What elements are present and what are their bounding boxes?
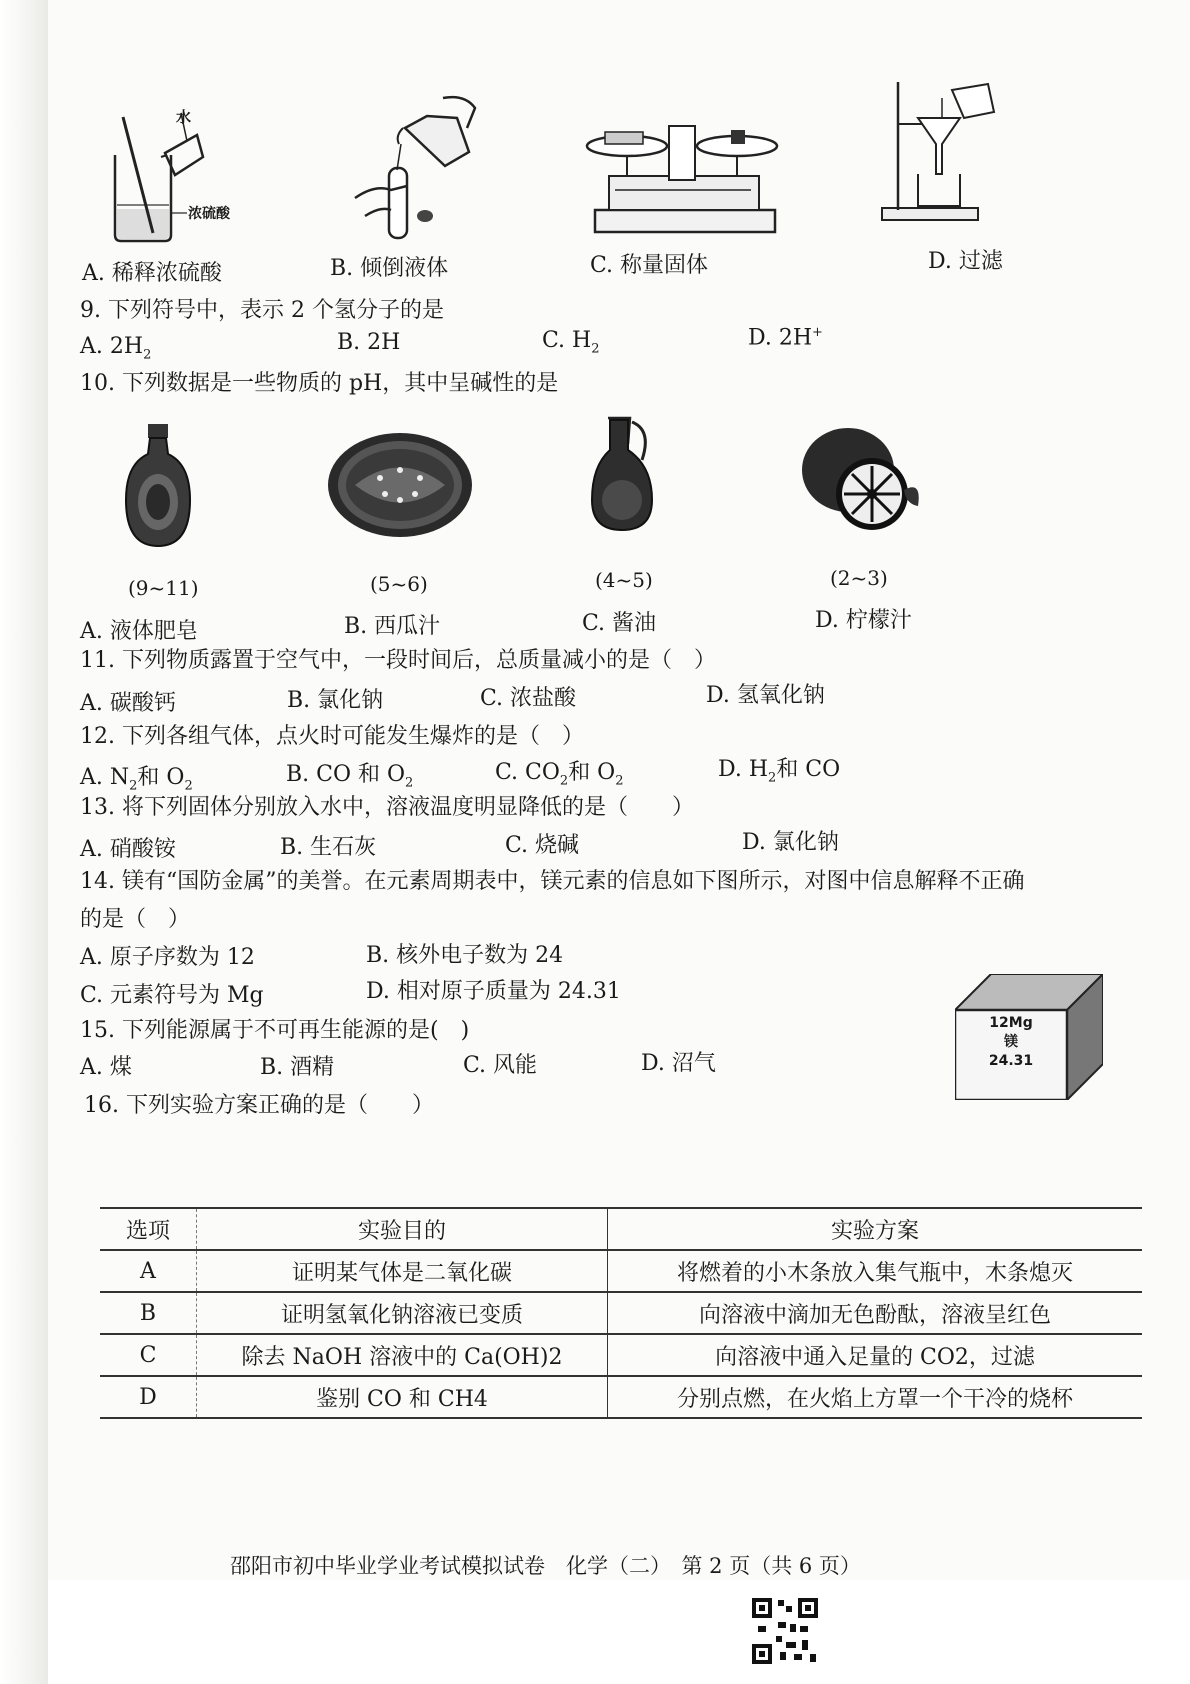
- magnesium-cell-text: [955, 1014, 1067, 1071]
- q10-ph-c: (4~5): [595, 568, 653, 592]
- q16-stem: 16. 下列实验方案正确的是（ ）: [84, 1093, 434, 1118]
- qr-code-icon: [750, 1596, 820, 1666]
- q14-stem-line1: 14. 镁有“国防金属”的美誉。在元素周期表中，镁元素的信息如下图所示，对图中信息解释不正确: [80, 869, 1025, 894]
- row-plan: 向溶液中通入足量的 CO2，过滤: [608, 1334, 1143, 1376]
- row-option: B: [100, 1292, 197, 1334]
- q11-option-c[interactable]: C. 浓盐酸: [480, 686, 577, 711]
- element-name: 镁: [1004, 1034, 1018, 1050]
- header-option: 选项: [100, 1208, 197, 1250]
- q10-option-d[interactable]: D. 柠檬汁: [815, 608, 912, 633]
- q13-option-c[interactable]: C. 烧碱: [505, 833, 580, 858]
- q9-option-c[interactable]: C. $H_2$: [542, 328, 600, 357]
- q15-option-a[interactable]: A. 煤: [80, 1055, 132, 1080]
- water-label: 水: [176, 108, 192, 126]
- row-purpose: 除去 NaOH 溶液中的 Ca(OH)2: [197, 1334, 608, 1376]
- acid-label: 浓硫酸: [188, 206, 230, 222]
- q13-option-d[interactable]: D. 氯化钠: [742, 830, 839, 855]
- q13-stem: 13. 将下列固体分别放入水中，溶液温度明显降低的是（ ）: [80, 795, 694, 820]
- q15-option-b[interactable]: B. 酒精: [260, 1055, 335, 1080]
- q14-option-d[interactable]: D. 相对原子质量为 24.31: [366, 979, 621, 1004]
- q13-option-b[interactable]: B. 生石灰: [280, 835, 377, 860]
- header-plan: 实验方案: [608, 1208, 1143, 1250]
- table-row[interactable]: [100, 1376, 1142, 1418]
- q12-option-d[interactable]: D. $H_2$和 CO: [718, 757, 841, 786]
- q13-option-a[interactable]: A. 硝酸铵: [80, 837, 176, 862]
- row-purpose: 鉴别 CO 和 CH4: [197, 1376, 608, 1418]
- q10-ph-d: (2~3): [830, 566, 888, 590]
- soy-sauce-jug-illustration: [582, 410, 662, 535]
- filtration-illustration: [878, 78, 1008, 228]
- header-purpose: 实验目的: [197, 1208, 608, 1250]
- table-row[interactable]: [100, 1292, 1142, 1334]
- row-plan: 将燃着的小木条放入集气瓶中，木条熄灭: [608, 1250, 1143, 1292]
- q12-option-b[interactable]: B. CO 和 $O_2$: [286, 762, 414, 791]
- row-plan: 分别点燃，在火焰上方罩一个干冷的烧杯: [608, 1376, 1143, 1418]
- q11-option-d[interactable]: D. 氢氧化钠: [706, 683, 825, 708]
- q10-option-a[interactable]: A. 液体肥皂: [80, 619, 198, 644]
- q14-stem-line2: 的是（ ）: [80, 907, 191, 932]
- q10-stem: 10. 下列数据是一些物质的 pH，其中呈碱性的是: [80, 371, 559, 396]
- q12-option-a[interactable]: A. $N_2$和 $O_2$: [80, 765, 193, 794]
- q9-option-a[interactable]: A. $2H_2$: [80, 334, 152, 363]
- element-mass: 24.31: [988, 1053, 1034, 1069]
- page-footer: 邵阳市初中毕业学业考试模拟试卷 化学（二） 第 2 页（共 6 页）: [230, 1554, 861, 1578]
- table-row[interactable]: [100, 1250, 1142, 1292]
- q10-ph-a: (9~11): [128, 576, 199, 600]
- lemon-illustration: [798, 420, 928, 540]
- q8-option-d[interactable]: D. 过滤: [928, 249, 1003, 274]
- q8-option-c[interactable]: C. 称量固体: [590, 253, 709, 278]
- balance-illustration: [585, 118, 785, 238]
- q8-option-a[interactable]: A. 稀释浓硫酸: [82, 261, 222, 286]
- q14-option-a[interactable]: A. 原子序数为 12: [80, 945, 255, 970]
- q9-stem: 9. 下列符号中，表示 2 个氢分子的是: [80, 298, 444, 323]
- table-row[interactable]: [100, 1334, 1142, 1376]
- element-number-symbol: 12Mg: [989, 1015, 1033, 1031]
- q15-stem: 15. 下列能源属于不可再生能源的是( ): [80, 1018, 470, 1043]
- table-header-row: [100, 1208, 1142, 1250]
- row-option: C: [100, 1334, 197, 1376]
- q11-option-a[interactable]: A. 碳酸钙: [80, 691, 176, 716]
- q9-option-b[interactable]: B. 2H: [337, 330, 401, 355]
- liquid-soap-bottle-illustration: [118, 420, 198, 550]
- row-purpose: 证明氢氧化钠溶液已变质: [197, 1292, 608, 1334]
- scan-margin: [0, 0, 48, 1684]
- row-plan: 向溶液中滴加无色酚酞，溶液呈红色: [608, 1292, 1143, 1334]
- q10-option-b[interactable]: B. 西瓜汁: [344, 614, 441, 639]
- q8-option-b[interactable]: B. 倾倒液体: [330, 256, 449, 281]
- row-purpose: 证明某气体是二氧化碳: [197, 1250, 608, 1292]
- q16-table: [100, 1207, 1142, 1419]
- q14-option-c[interactable]: C. 元素符号为 Mg: [80, 983, 264, 1008]
- q10-option-c[interactable]: C. 酱油: [582, 611, 657, 636]
- watermelon-illustration: [325, 430, 475, 540]
- q11-stem: 11. 下列物质露置于空气中，一段时间后，总质量减小的是（ ）: [80, 648, 716, 673]
- q14-option-b[interactable]: B. 核外电子数为 24: [366, 943, 564, 968]
- row-option: A: [100, 1250, 197, 1292]
- q12-stem: 12. 下列各组气体，点火时可能发生爆炸的是（ ）: [80, 724, 584, 749]
- q9-option-d[interactable]: D. 2H+: [748, 325, 823, 351]
- pour-liquid-illustration: [345, 88, 495, 248]
- q15-option-c[interactable]: C. 风能: [463, 1053, 538, 1078]
- q10-ph-b: (5~6): [370, 572, 428, 596]
- q12-option-c[interactable]: C. $CO_2$和 $O_2$: [495, 760, 624, 789]
- q15-option-d[interactable]: D. 沼气: [641, 1051, 716, 1076]
- row-option: D: [100, 1376, 197, 1418]
- scan-bottom-margin: [48, 1580, 1190, 1684]
- q11-option-b[interactable]: B. 氯化钠: [287, 688, 384, 713]
